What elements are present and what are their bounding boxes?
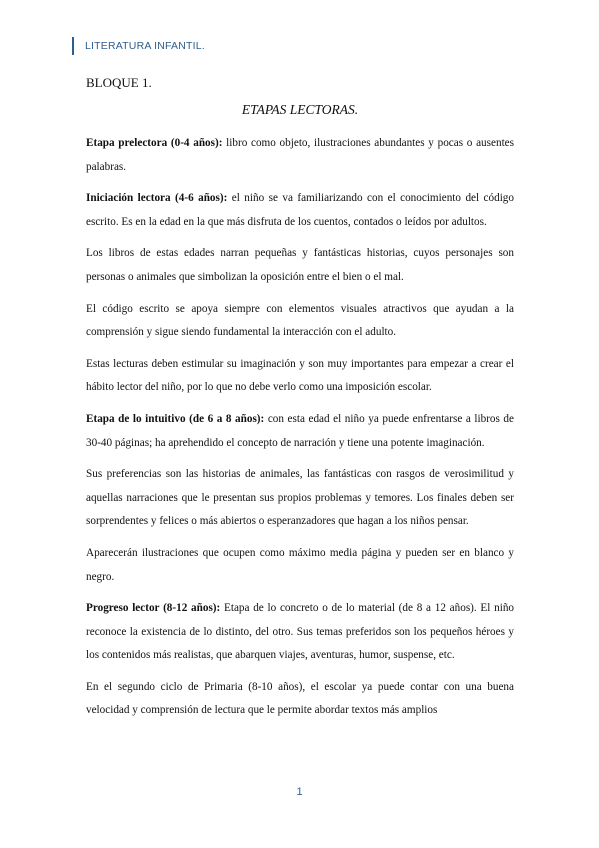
page-header [72,36,205,56]
block-title: BLOQUE 1. [86,75,152,90]
header-accent-bar [72,37,74,55]
section-title: ETAPAS LECTORAS. [241,102,359,117]
paragraph-codigo-escrito [86,298,514,345]
paragraph-heading: Iniciación lectora (4-6 años): [86,192,228,205]
paragraph-segundo-ciclo [86,676,514,723]
paragraph-text: Etapa de lo concreto o de lo material (de 8 a 12 años). El niño reconoce la existencia de lo distinto, del otro. Sus temas preferidos son los pequeños héroes y los contenidos más realistas, que abarquen viajes, aventuras, humor, suspense, etc. [86,602,515,662]
paragraph-heading: Progreso lector (8-12 años): [86,602,221,615]
paragraph-text: Aparecerán ilustraciones que ocupen como máximo media página y pueden ser en blanco y negro. [86,546,514,583]
header-title: LITERATURA INFANTIL. [85,40,205,52]
paragraph-text: El código escrito se apoya siempre con elementos visuales atractivos que ayudan a la comprensión y sigue siendo fundamental la interacción con el adulto. [86,302,514,339]
page-number: 1 [296,786,303,798]
paragraph-heading: Etapa prelectora (0-4 años): [86,137,223,149]
paragraph-etapa-prelectora [86,132,514,179]
paragraph-progreso-lector [86,597,514,668]
paragraph-text: libro como objeto, ilustraciones abundantes y pocas o ausentes palabras. [86,137,514,173]
paragraph-text: Sus preferencias son las historias de animales, las fantásticas con rasgos de verosimilitud y aquellas narraciones que le presentan sus propios problemas y temores. Los finales deben ser sorprendentes y felices o más abiertos o esperanzadores que hagan a los niños pensar. [86,468,514,528]
paragraph-text: con esta edad el niño ya puede enfrentarse a libros de 30-40 páginas; ha aprehendido el concepto de narración y tiene una potente imaginación. [86,412,514,449]
paragraph-heading: Etapa de lo intuitivo (de 6 a 8 años): [86,412,265,425]
paragraph-text: Los libros de estas edades narran pequeñas y fantásticas historias, cuyos personajes son personas o animales que simbolizan la oposición entre el bien o el mal. [86,247,514,283]
paragraph-text: el niño se va familiarizando con el conocimiento del código escrito. Es en la edad en la que más disfruta de los cuentos, contados o leídos por adultos. [86,192,514,228]
document-body [86,70,514,731]
paragraph-libros-edades [86,242,514,289]
paragraph-ilustraciones [86,542,514,589]
paragraph-text: En el segundo ciclo de Primaria (8-10 años), el escolar ya puede contar con una buena velocidad y comprensión de lectura que le permite abordar textos más amplios [86,680,514,717]
paragraph-preferencias [86,463,514,534]
paragraph-estimular-imaginacion [86,353,514,400]
paragraph-text: Estas lecturas deben estimular su imaginación y son muy importantes para empezar a crear el hábito lector del niño, por lo que no debe verlo como una imposición escolar. [86,357,514,394]
paragraph-iniciacion-lectora [86,187,514,234]
paragraph-etapa-intuitivo [86,408,514,455]
